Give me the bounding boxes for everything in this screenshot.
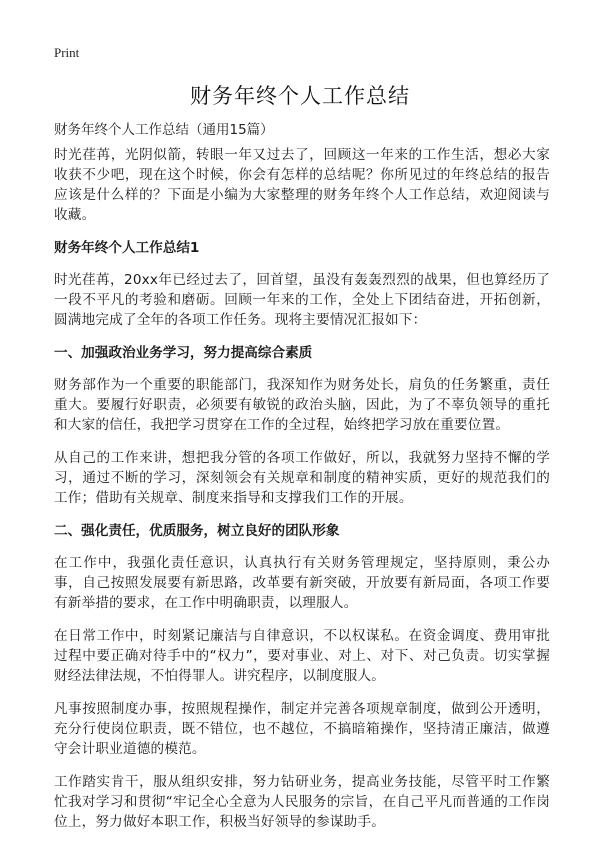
opening-paragraph: 时光荏苒，20xx年已经过去了，回首望，虽没有轰轰烈烈的战果，但也算经历了一段不平凡的考验和磨砺。回顾一年来的工作，全处上下团结奋进，开拓创新，圆满地完成了全年的各项工作任务。现将主要情况汇报如下： xyxy=(54,272,550,328)
page-title: 财务年终个人工作总结 xyxy=(190,84,410,108)
section-paragraph: 在日常工作中，时刻紧记廉洁与自律意识，不以权谋私。在资金调度、费用审批过程中要正确对待手中的“权力”，要对事业、对上、对下、对己负责。切实掌握财经法律法规，不怕得罪人。讲究程序，以制度服人。 xyxy=(54,628,550,684)
section-paragraph: 财务部作为一个重要的职能部门，我深知作为财务处长，肩负的任务繁重，责任重大。要履行好职责，必须要有敏锐的政治头脑，因此，为了不辜负领导的重托和大家的信任，我把学习贯穿在工作的全过程，始终把学习放在重要位置。 xyxy=(54,377,550,433)
section-paragraph: 在工作中，我强化责任意识，认真执行有关财务管理规定，坚持原则，秉公办事，自己按照发展要有新思路，改革要有新突破，开放要有新局面，各项工作要有新举措的要求，在工作中明确职责，以理服人。 xyxy=(54,555,550,611)
print-link[interactable]: Print xyxy=(54,45,80,60)
section-paragraph: 工作踏实肯干，服从组织安排，努力钻研业务，提高业务技能，尽管平时工作繁忙我对学习和贯彻“牢记全心全意为人民服务的宗旨，在自己平凡而普通的工作岗位上，努力做好本职工作，积极当好领导的参谋助手。 xyxy=(54,774,550,830)
intro-paragraph: 时光荏苒，光阴似箭，转眼一年又过去了，回顾这一年来的工作生活，想必大家收获不少吧，现在这个时候，你会有怎样的总结呢？你所见过的年终总结的报告应该是什么样的？下面是小编为大家整理的财务年终个人工作总结，欢迎阅读与收藏。 xyxy=(54,147,550,223)
article-heading: 财务年终个人工作总结1 xyxy=(54,240,200,256)
section-paragraph: 凡事按照制度办事，按照规程操作，制定并完善各项规章制度，做到公开透明，充分行使岗位职责，既不错位，也不越位，不搞暗箱操作，坚持清正廉洁，做遵守会计职业道德的模范。 xyxy=(54,701,550,757)
section-heading: 一、加强政治业务学习，努力提高综合素质 xyxy=(54,345,313,361)
section-paragraph: 从自己的工作来讲，想把我分管的各项工作做好，所以，我就努力坚持不懈的学习，通过不断的学习，深刻领会有关规章和制度的精神实质，更好的规范我们的工作；借助有关规章、制度来指导和支撑我们工作的开展。 xyxy=(54,450,550,506)
document-subtitle: 财务年终个人工作总结（通用15篇） xyxy=(54,122,274,138)
document-body xyxy=(54,145,550,845)
section-heading: 二、强化责任，优质服务，树立良好的团队形象 xyxy=(54,523,340,539)
